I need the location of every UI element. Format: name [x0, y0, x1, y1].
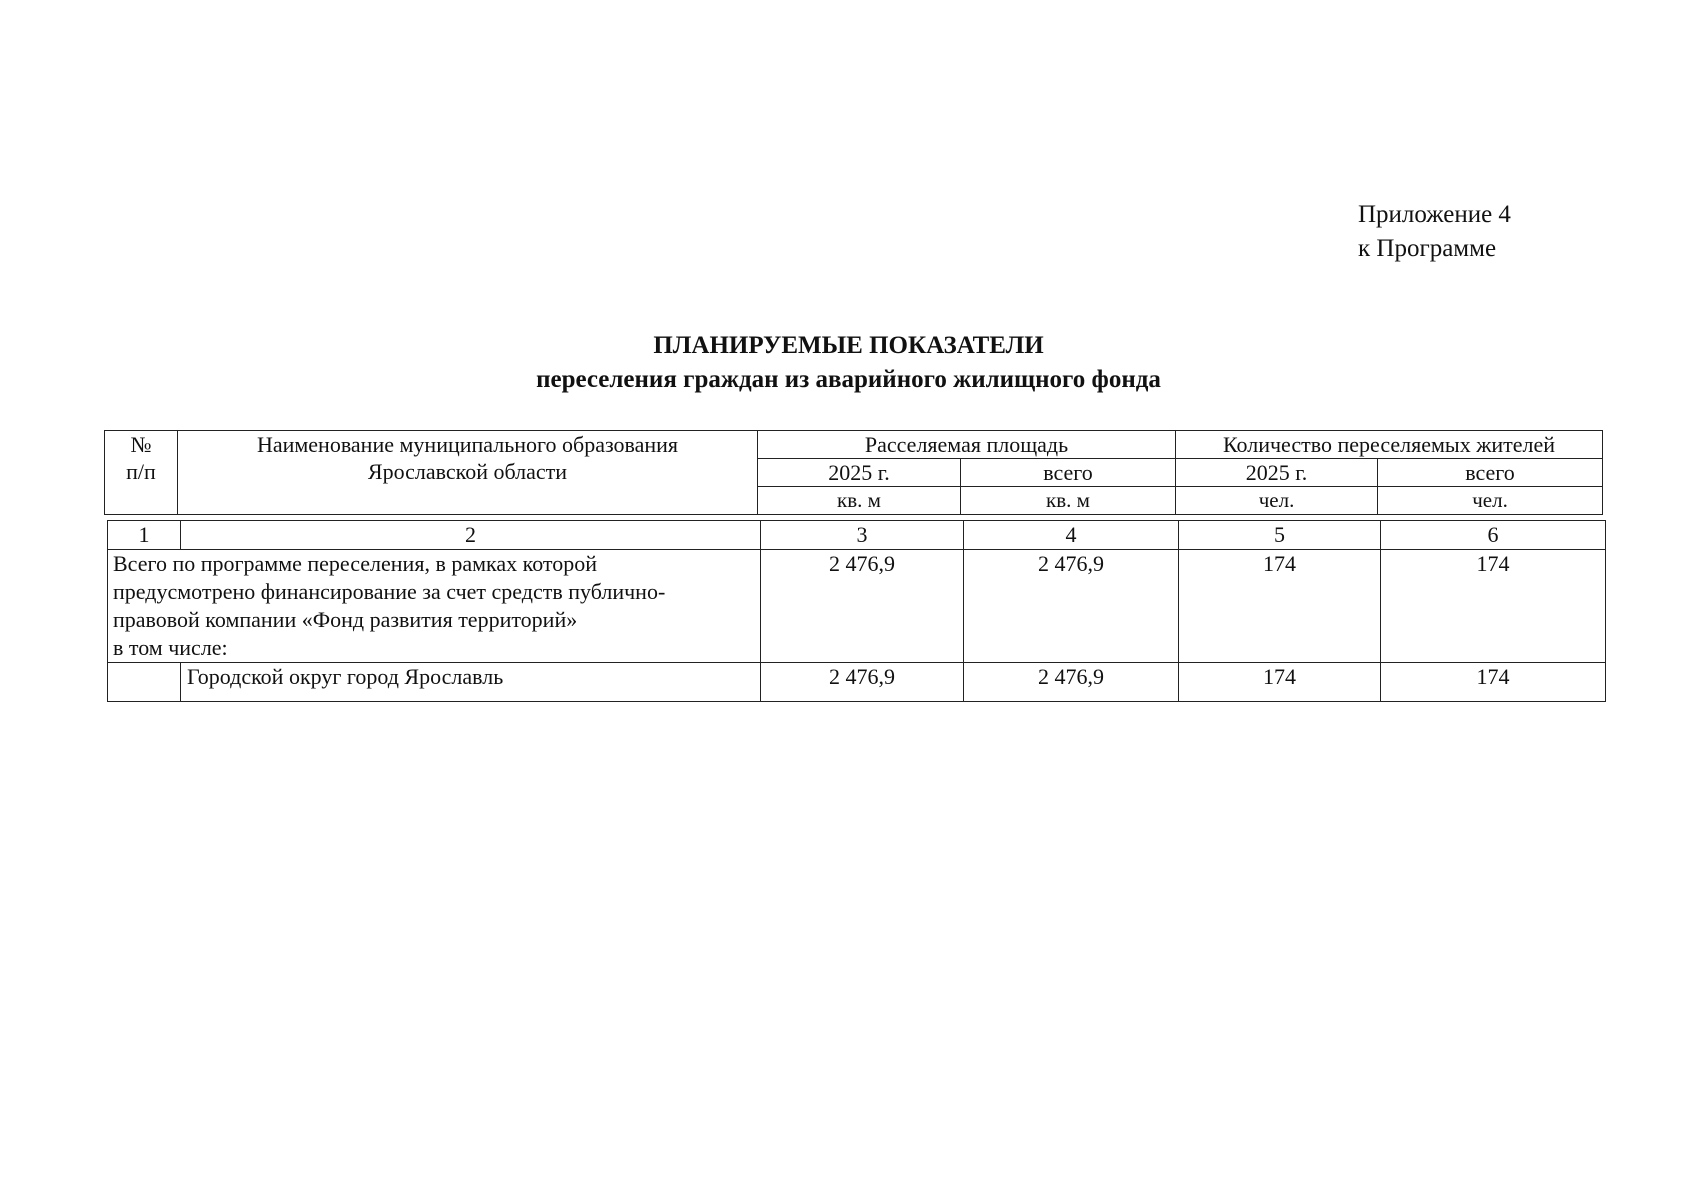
document-title: ПЛАНИРУЕМЫЕ ПОКАЗАТЕЛИ — [653, 332, 1044, 359]
municipality-people-2025: 174 — [1179, 663, 1381, 702]
municipality-people-total: 174 — [1381, 663, 1606, 702]
total-row-name — [108, 550, 761, 663]
header-people-2025: 2025 г. — [1176, 459, 1378, 487]
total-people-total: 174 — [1381, 550, 1606, 663]
header-area-group: Расселяемая площадь — [758, 431, 1176, 459]
header-people-group: Количество переселяемых жителей — [1176, 431, 1603, 459]
header-area-2025: 2025 г. — [758, 459, 961, 487]
column-number-cell: 1 — [108, 521, 181, 550]
column-number-cell: 2 — [181, 521, 761, 550]
appendix-line-2: к Программе — [1358, 235, 1497, 262]
appendix-reference — [1358, 198, 1511, 266]
column-number-cell: 5 — [1179, 521, 1381, 550]
total-area-2025: 2 476,9 — [761, 550, 964, 663]
total-row-name-line: Всего по программе переселения, в рамках которой — [113, 551, 598, 576]
unit-people-total: чел. — [1378, 487, 1603, 515]
table-row-total — [108, 550, 1606, 663]
municipality-name: Городской округ город Ярославль — [181, 663, 761, 702]
total-row-name-line: предусмотрено финансирование за счет средств публично- — [113, 579, 666, 604]
total-row-name-line: правовой компании «Фонд развития территорий» — [113, 607, 578, 632]
column-number-row — [108, 521, 1606, 550]
header-name-line-2: Ярославской области — [367, 459, 568, 484]
municipality-area-total: 2 476,9 — [964, 663, 1179, 702]
municipality-area-2025: 2 476,9 — [761, 663, 964, 702]
header-number-symbol: № — [130, 432, 152, 457]
header-number-cell — [105, 431, 178, 515]
header-people-total: всего — [1378, 459, 1603, 487]
total-area-total: 2 476,9 — [964, 550, 1179, 663]
column-number-cell: 4 — [964, 521, 1179, 550]
row-number-cell — [108, 663, 181, 702]
header-number-label: п/п — [126, 459, 156, 484]
total-people-2025: 174 — [1179, 550, 1381, 663]
appendix-line-1: Приложение 4 — [1358, 201, 1511, 228]
header-area-total: всего — [961, 459, 1176, 487]
header-name-cell — [178, 431, 758, 515]
indicators-table-header — [104, 430, 1603, 515]
unit-people-2025: чел. — [1176, 487, 1378, 515]
column-number-cell: 6 — [1381, 521, 1606, 550]
header-name-line-1: Наименование муниципального образования — [256, 432, 679, 457]
column-number-cell: 3 — [761, 521, 964, 550]
total-row-name-line: в том числе: — [113, 635, 228, 660]
unit-area-2025: кв. м — [758, 487, 961, 515]
document-subtitle: переселения граждан из аварийного жилищного фонда — [536, 366, 1161, 393]
unit-area-total: кв. м — [961, 487, 1176, 515]
table-row-yaroslavl — [108, 663, 1606, 702]
indicators-table-body — [107, 520, 1606, 702]
